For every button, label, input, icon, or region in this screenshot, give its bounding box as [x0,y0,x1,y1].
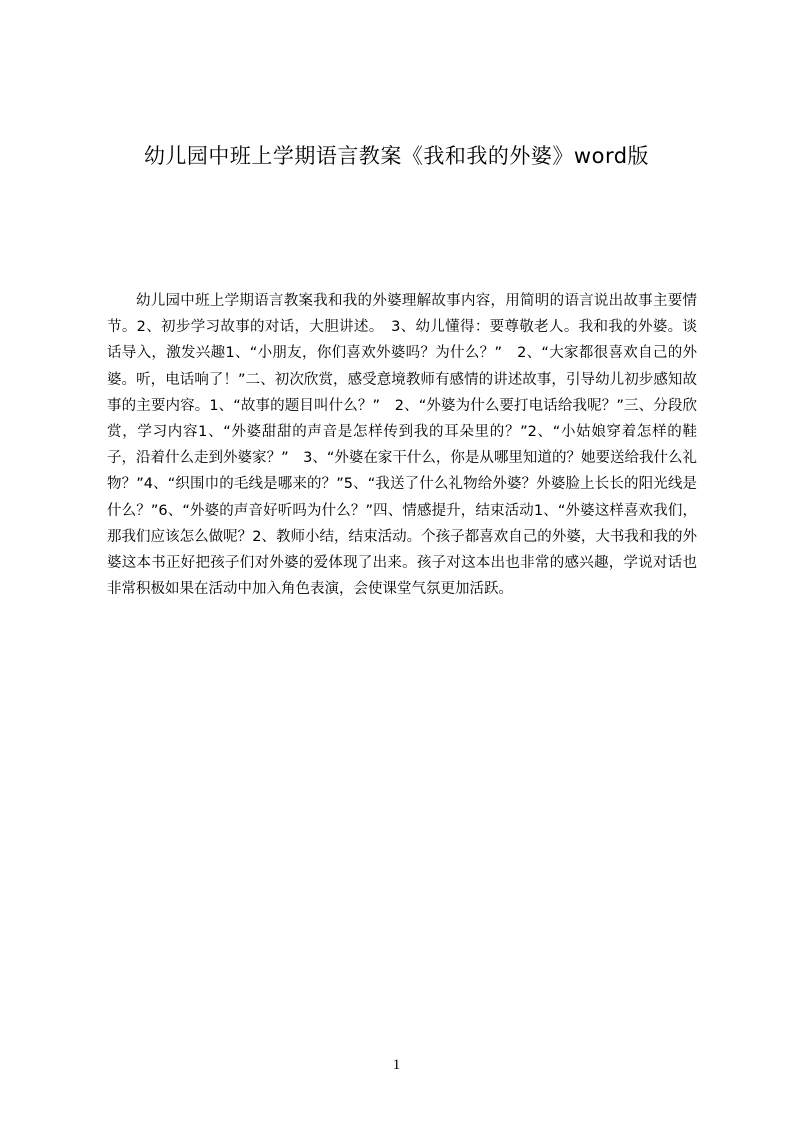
body-paragraph: 幼儿园中班上学期语言教案我和我的外婆理解故事内容，用简明的语言说出故事主要情节。2、初步学习故事的对话，大胆讲述。 3、幼儿懂得：要尊敬老人。我和我的外婆。谈话导入，激发兴趣1、“小朋友，你们喜欢外婆吗？为什么？” 2、“大家都很喜欢自己的外婆。听，电话响了！”二、初次欣赏，感受意境教师有感情的讲述故事，引导幼儿初步感知故事的主要内容。1、“故事的题目叫什么？” 2、“外婆为什么要打电话给我呢？”三、分段欣赏，学习内容1、“外婆甜甜的声音是怎样传到我的耳朵里的？”2、“小姑娘穿着怎样的鞋子，沿着什么走到外婆家？” 3、“外婆在家干什么，你是从哪里知道的？她要送给我什么礼物？”4、“织围巾的毛线是哪来的？”5、“我送了什么礼物给外婆？外婆脸上长长的阳光线是什么？”6、“外婆的声音好听吗为什么？”四、情感提升，结束活动1、“外婆这样喜欢我们，那我们应该怎么做呢？2、教师小结，结束活动。个孩子都喜欢自己的外婆，大书我和我的外婆这本书正好把孩子们对外婆的爱体现了出来。孩子对这本出也非常的感兴趣，学说对话也非常积极如果在活动中加入角色表演，会使课堂气氛更加活跃。 [107,293,697,598]
document-title: 幼儿园中班上学期语言教案《我和我的外婆》word版 [143,144,650,168]
page-number: 1 [392,1057,401,1073]
